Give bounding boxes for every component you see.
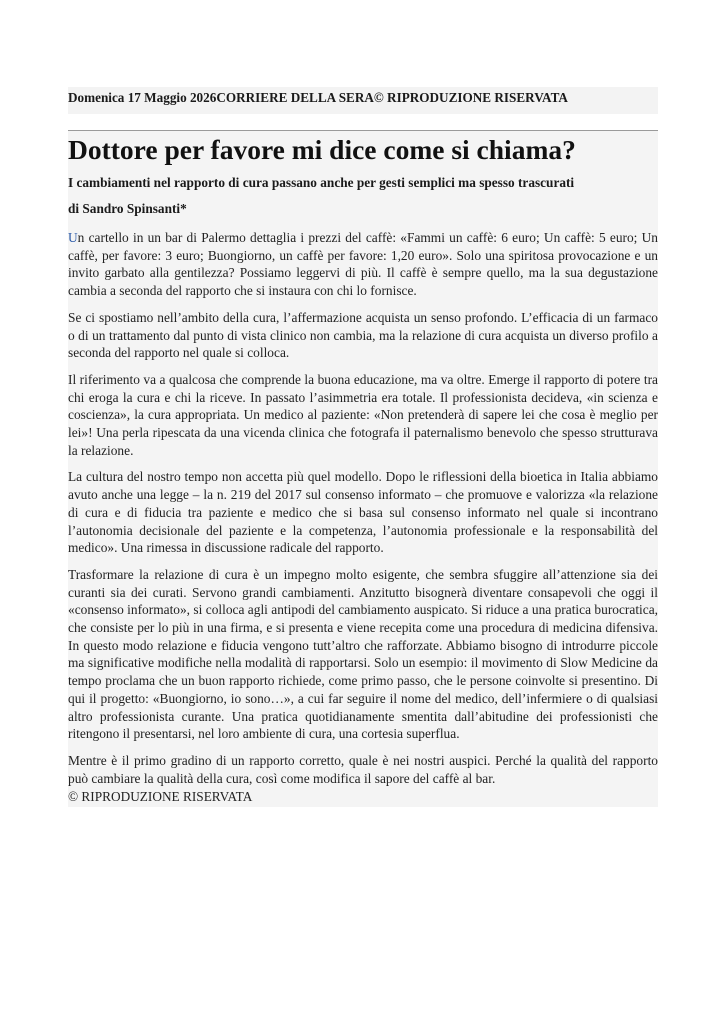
article-byline: di Sandro Spinsanti* <box>68 201 187 216</box>
paragraph-2: Se ci spostiamo nell’ambito della cura, l’affermazione acquista un senso profondo. L’efficacia di un farmaco o di un trattamento dal punto di vista clinico non cambia, ma la relazione di cura acquista un diverso profilo a seconda del rapporto nel quale si colloca. <box>68 309 658 361</box>
article-title: Dottore per favore mi dice come si chiama? <box>68 134 576 165</box>
paragraph-1 <box>68 229 658 300</box>
article-body <box>68 229 658 796</box>
dateline: Domenica 17 Maggio 2026CORRIERE DELLA SERA© RIPRODUZIONE RISERVATA <box>68 87 658 114</box>
paragraph-1-text: n cartello in un bar di Palermo dettaglia i prezzi del caffè: «Fammi un caffè: 6 euro; Un caffè: 5 euro; Un caffè, per favore: 3 euro; Buongiorno, un caffè per favore: 1,20 euro». Solo una spiritosa provocazione e un invito garbato alla gentilezza? Possiamo leggervi di più. Il caffè è sempre quello, ma la sua degustazione cambia a seconda del rapporto che si instaura con chi lo fornisce. <box>68 230 658 299</box>
initial-letter: U <box>68 230 78 245</box>
paragraph-5: Trasformare la relazione di cura è un impegno molto esigente, che sembra sfuggire all’attenzione sia dei curanti sia dei curati. Servono grandi cambiamenti. Anzitutto bisognerà diventare consapevoli che oggi il «consenso informato», si colloca agli antipodi del cambiamento auspicato. Si riduce a una pratica burocratica, che consiste per lo più in una firma, e si presenta e viene recepita come una procedura di medicina difensiva. In questo modo relazione e fiducia vengono tutt’altro che rafforzate. Abbiamo bisogno di introdurre piccole ma significative modifiche nella modalità di rapportarsi. Solo un esempio: il movimento di Slow Medicine da tempo proclama che un buon rapporto richiede, come primo passo, che le persone coinvolte si presentino. Di qui il progetto: «Buongiorno, io sono…», a cui far seguire il nome del medico, dell’infermiere o di qualsiasi altro professionista curante. Una pratica quotidianamente smentita dall’abitudine dei professionisti che ritengono il presentarsi, nel loro ambiente di cura, una cortesia superflua. <box>68 566 658 742</box>
paragraph-3: Il riferimento va a qualcosa che comprende la buona educazione, ma va oltre. Emerge il rapporto di potere tra chi eroga la cura e chi la riceve. In passato l’asimmetria era totale. Il professionista decideva, «in scienza e coscienza», la cura appropriata. Un medico al paziente: «Non pretenderà di sapere lei che cosa è meglio per lei»! Una perla ripescata da una vicenda clinica che fotografa il paternalismo benevolo che spesso strutturava la relazione. <box>68 371 658 458</box>
copyright-notice: © RIPRODUZIONE RISERVATA <box>68 789 253 804</box>
paragraph-6: Mentre è il primo gradino di un rapporto corretto, quale è nei nostri auspici. Perché la qualità del rapporto può cambiare la qualità della cura, così come modifica il sapore del caffè al bar. <box>68 752 658 786</box>
article-subtitle: I cambiamenti nel rapporto di cura passano anche per gesti semplici ma spesso trascurati <box>68 175 575 190</box>
paragraph-4: La cultura del nostro tempo non accetta più quel modello. Dopo le riflessioni della bioetica in Italia abbiamo avuto anche una legge – la n. 219 del 2017 sul consenso informato – che promuove e valorizza «la relazione di cura e di fiducia tra paziente e medico che si basa sul consenso informato nel quale si incontrano l’autonomia decisionale del paziente e la competenza, l’autonomia professionale e la responsabilità del medico». Una rimessa in discussione radicale del rapporto. <box>68 469 658 556</box>
